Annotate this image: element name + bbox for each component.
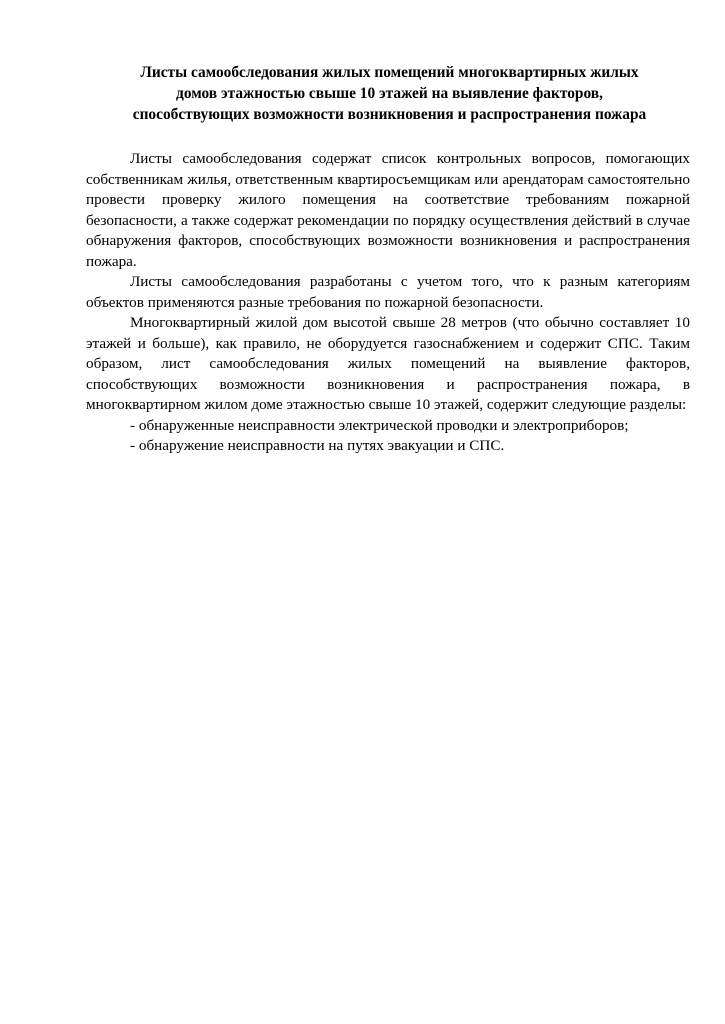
title-line: домов этажностью свыше 10 этажей на выявление факторов, bbox=[176, 85, 603, 102]
title-line: Листы самообследования жилых помещений многоквартирных жилых bbox=[140, 64, 639, 81]
paragraph: Многоквартирный жилой дом высотой свыше 28 метров (что обычно составляет 10 этажей и больше), как правило, не оборудуется газоснабжением и содержит СПС. Таким образом, лист самообследования жилых помещений на выявление факторов, способствующих возможности возникновения и распространения пожара, в многоквартирном жилом доме этажностью свыше 10 этажей, содержит следующие разделы: bbox=[86, 314, 690, 413]
list-item: - обнаруженные неисправности электрической проводки и электроприборов; bbox=[130, 416, 629, 434]
paragraph: Листы самообследования содержат список контрольных вопросов, помогающих собственникам жилья, ответственным квартиросъемщикам или арендаторам самостоятельно провести проверку жилого помещения на соответствие требованиям пожарной безопасности, а также содержат рекомендации по порядку осуществления действий в случае обнаружения факторов, способствующих возможности возникновения и распространения пожара. bbox=[86, 150, 690, 270]
list-item: - обнаружение неисправности на путях эвакуации и СПС. bbox=[130, 437, 505, 454]
document-title bbox=[88, 62, 691, 125]
paragraph: Листы самообследования разработаны с учетом того, что к разным категориям объектов применяются разные требования по пожарной безопасности. bbox=[86, 273, 690, 311]
title-line: способствующих возможности возникновения и распространения пожара bbox=[132, 106, 647, 123]
document-body bbox=[86, 149, 690, 457]
